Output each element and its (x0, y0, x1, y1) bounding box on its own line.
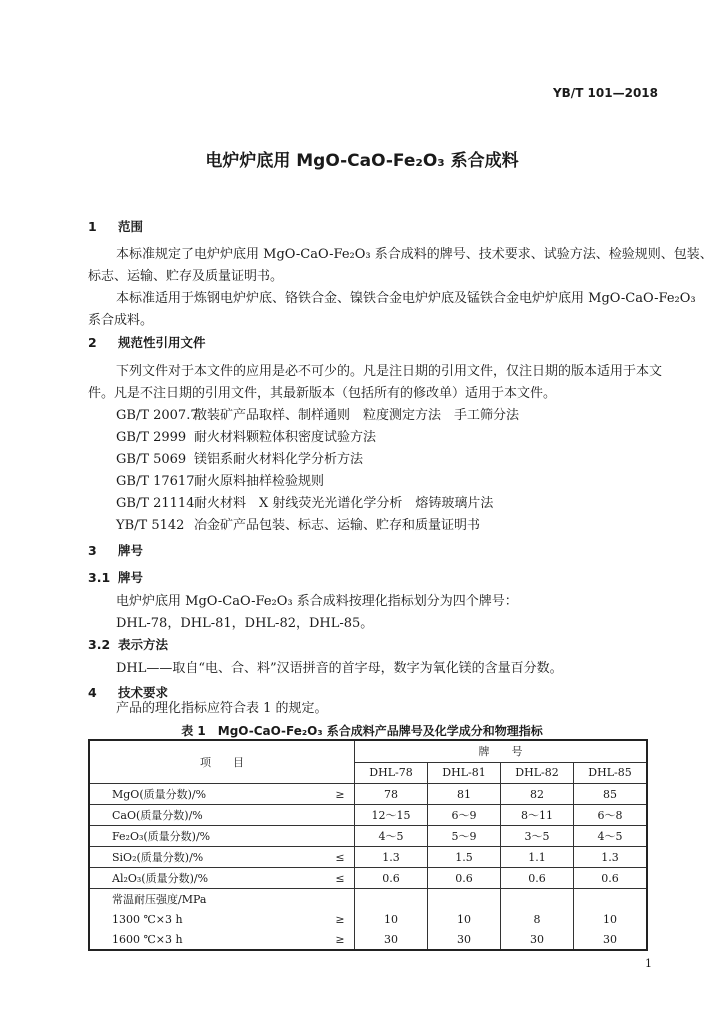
cell-value: 8～11 (501, 805, 574, 826)
cell-value: 30 (355, 929, 428, 950)
grade-header: DHL-78 (355, 762, 428, 784)
reference-code: GB/T 21114 (116, 496, 195, 511)
row-relation: ≤ (326, 868, 355, 889)
section-title: 规范性引用文件 (118, 335, 206, 350)
cell-value: 4～5 (574, 826, 648, 847)
cell-value: 8 (501, 909, 574, 929)
paragraph: 件。凡是不注日期的引用文件，其最新版本（包括所有的修改单）适用于本文件。 (88, 386, 557, 401)
subsection-title: 表示方法 (118, 637, 169, 652)
row-item: SiO₂(质量分数)/% (89, 847, 326, 868)
table-row (89, 805, 647, 826)
paragraph: 系合成料。 (88, 313, 154, 328)
row-relation: ≥ (326, 909, 355, 929)
row-relation (326, 826, 355, 847)
paragraph: 电炉炉底用 MgO-CaO-Fe₂O₃ 系合成料按理化指标划分为四个牌号： (116, 594, 518, 609)
subsection-title: 牌号 (118, 570, 144, 585)
page-title: 电炉炉底用 MgO-CaO-Fe₂O₃ 系合成料 (205, 151, 519, 171)
cell-value: 1.1 (501, 847, 574, 868)
table-row (89, 909, 647, 929)
reference-code: GB/T 5069 (116, 452, 187, 467)
cell-value: 1.3 (355, 847, 428, 868)
page-number: 1 (645, 957, 652, 970)
cell-value: 0.6 (574, 868, 648, 889)
cell-value: 85 (574, 784, 648, 805)
section-number: 3 (88, 543, 97, 558)
grade-header: DHL-82 (501, 762, 574, 784)
cell-value: 0.6 (428, 868, 501, 889)
cell-value: 6～8 (574, 805, 648, 826)
subsection-3-2-heading (88, 635, 168, 653)
grade-header: DHL-81 (428, 762, 501, 784)
section-number: 4 (88, 685, 97, 700)
standard-number: YB/T 101—2018 (552, 86, 658, 100)
row-item: MgO(质量分数)/% (89, 784, 326, 805)
table-row (89, 868, 647, 889)
reference-title: 耐火材料 X 射线荧光光谱化学分析 熔铸玻璃片法 (194, 496, 494, 511)
cell-value: 81 (428, 784, 501, 805)
spec-table (88, 739, 648, 951)
reference-title: 散装矿产品取样、制样通则 粒度测定方法 手工筛分法 (194, 408, 520, 423)
paragraph: 产品的理化指标应符合表 1 的规定。 (116, 701, 328, 716)
row-relation (326, 805, 355, 826)
section-number: 1 (88, 219, 97, 234)
paragraph: 标志、运输、贮存及质量证明书。 (88, 269, 284, 284)
section-1-heading (88, 217, 143, 235)
table-row (89, 784, 647, 805)
reference-title: 耐火材料颗粒体积密度试验方法 (194, 430, 377, 445)
cell-value: 4～5 (355, 826, 428, 847)
reference-item (116, 426, 376, 445)
table-header-item: 项 目 (89, 740, 355, 784)
row-item: 1300 ℃×3 h (89, 909, 326, 929)
section-3-heading (88, 541, 143, 559)
cell-value: 1.5 (428, 847, 501, 868)
cell-value: 30 (501, 929, 574, 950)
subsection-number: 3.2 (88, 637, 111, 652)
cell-value: 0.6 (355, 868, 428, 889)
section-title: 牌号 (118, 543, 144, 558)
cell-value: 0.6 (501, 868, 574, 889)
cell-value: 5～9 (428, 826, 501, 847)
section-2-heading (88, 333, 206, 351)
cell-value: 30 (428, 929, 501, 950)
cell-value: 10 (574, 909, 648, 929)
row-relation: ≤ (326, 847, 355, 868)
reference-title: 耐火原料抽样检验规则 (194, 474, 325, 489)
table-header-grade: 牌 号 (355, 740, 648, 762)
cell-value: 30 (574, 929, 648, 950)
reference-title: 冶金矿产品包装、标志、运输、贮存和质量证明书 (194, 518, 481, 533)
reference-item (116, 404, 519, 423)
row-relation: ≥ (326, 784, 355, 805)
reference-code: GB/T 2999 (116, 430, 187, 445)
reference-code: GB/T 17617 (116, 474, 195, 489)
reference-code: GB/T 2007.7 (116, 408, 199, 423)
subsection-3-1-heading (88, 568, 143, 586)
paragraph: DHL——取自“电、合、料”汉语拼音的首字母，数字为氧化镁的含量百分数。 (116, 661, 563, 676)
paragraph: DHL-78，DHL-81，DHL-82，DHL-85。 (116, 616, 374, 631)
paragraph: 本标准适用于炼钢电炉炉底、铬铁合金、镍铁合金电炉炉底及锰铁合金电炉炉底用 MgO-CaO-Fe₂O₃ (116, 291, 696, 306)
cell-value: 1.3 (574, 847, 648, 868)
grade-header: DHL-85 (574, 762, 648, 784)
row-item: Al₂O₃(质量分数)/% (89, 868, 326, 889)
row-item: CaO(质量分数)/% (89, 805, 326, 826)
cell-value: 12～15 (355, 805, 428, 826)
row-item: 常温耐压强度/MPa (89, 889, 326, 910)
reference-item (116, 492, 493, 511)
reference-code: YB/T 5142 (116, 518, 185, 533)
row-item: 1600 ℃×3 h (89, 929, 326, 950)
subsection-number: 3.1 (88, 570, 111, 585)
cell-value: 6～9 (428, 805, 501, 826)
table-row (89, 889, 647, 910)
table-row (89, 826, 647, 847)
cell-value: 3～5 (501, 826, 574, 847)
section-title: 范围 (118, 219, 144, 234)
reference-item (116, 514, 480, 533)
paragraph: 本标准规定了电炉炉底用 MgO-CaO-Fe₂O₃ 系合成料的牌号、技术要求、试验方法、检验规则、包装、 (116, 247, 713, 262)
cell-value: 78 (355, 784, 428, 805)
table-row (89, 929, 647, 950)
reference-item (116, 470, 324, 489)
row-relation: ≥ (326, 929, 355, 950)
cell-value: 10 (355, 909, 428, 929)
cell-value: 82 (501, 784, 574, 805)
paragraph: 下列文件对于本文件的应用是必不可少的。凡是注日期的引用文件，仅注日期的版本适用于本文 (116, 364, 663, 379)
table-caption: 表 1 MgO-CaO-Fe₂O₃ 系合成料产品牌号及化学成分和物理指标 (181, 724, 543, 738)
row-item: Fe₂O₃(质量分数)/% (89, 826, 326, 847)
section-title: 技术要求 (118, 685, 169, 700)
reference-item (116, 448, 363, 467)
table-row (89, 847, 647, 868)
cell-value: 10 (428, 909, 501, 929)
section-number: 2 (88, 335, 97, 350)
reference-title: 镁铝系耐火材料化学分析方法 (194, 452, 364, 467)
